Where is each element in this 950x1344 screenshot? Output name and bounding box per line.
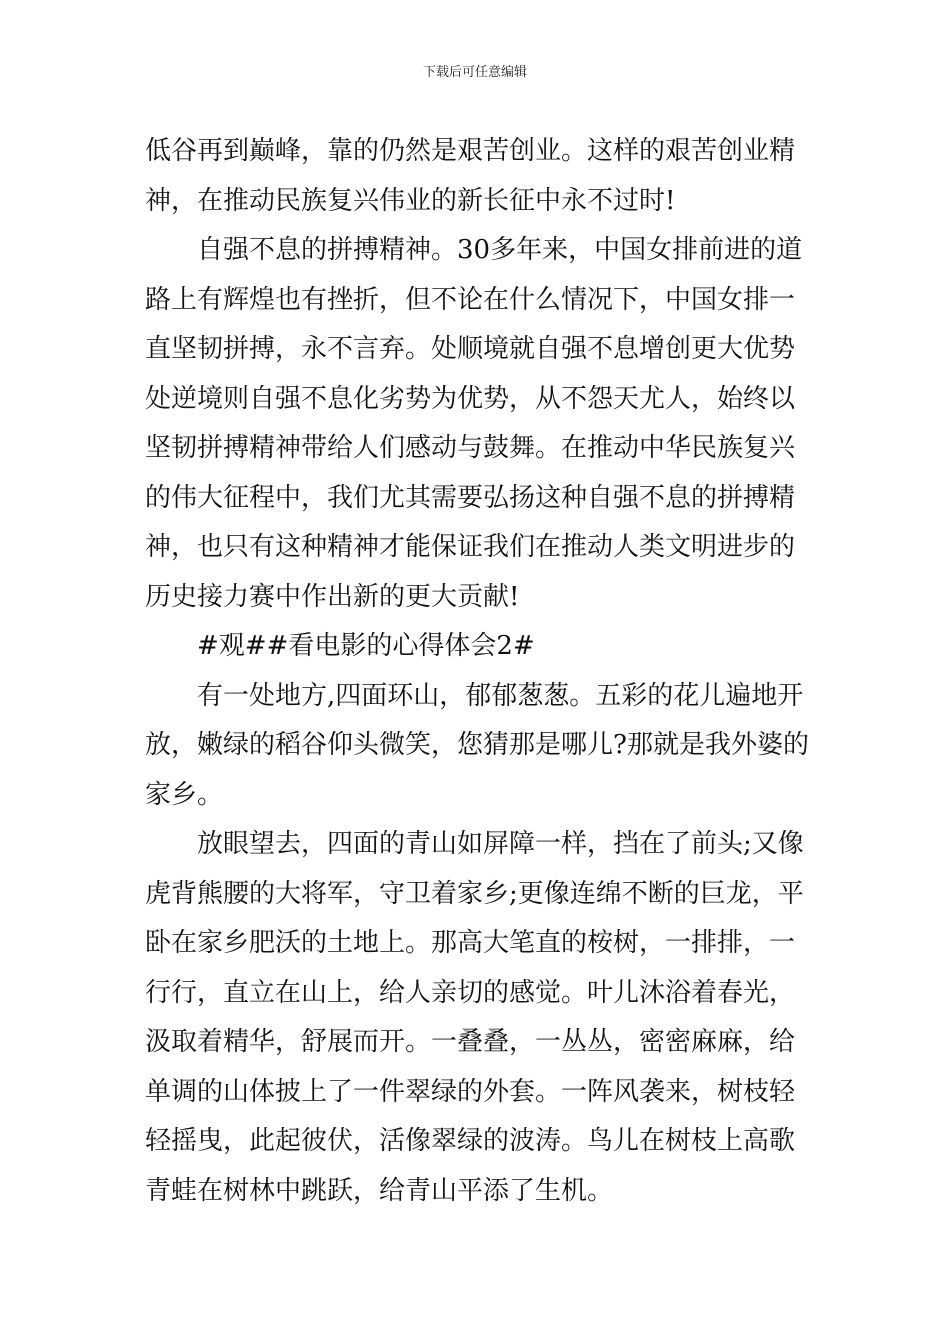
text-line: 坚韧拼搏精神带给人们感动与鼓舞。在推动中华民族复兴 [145,433,796,463]
paragraph-start-line: 自强不息的拼搏精神。30多年来，中国女排前进的道 [197,235,803,265]
text-line: 放，嫩绿的稻谷仰头微笑，您猜那是哪儿?那就是我外婆的 [145,730,809,760]
text-line: 低谷再到巅峰，靠的仍然是艰苦创业。这样的艰苦创业精 [145,136,796,166]
text-line: 神，在推动民族复兴伟业的新长征中永不过时! [145,185,676,216]
text-line: 卧在家乡肥沃的土地上。那高大笔直的桉树，一排排，一 [145,928,796,958]
paragraph-start-line: 放眼望去，四面的青山如屏障一样，挡在了前头;又像 [197,829,804,859]
text-line: 处逆境则自强不息化劣势为优势，从不怨天尤人，始终以 [145,383,796,414]
text-line: 青蛙在树林中跳跃，给青山平添了生机。 [145,1175,614,1206]
text-line: 历史接力赛中作出新的更大贡献! [145,581,520,612]
text-line: 神，也只有这种精神才能保证我们在推动人类文明进步的 [145,532,796,562]
paragraph-start-line: 有一处地方,四面环山，郁郁葱葱。五彩的花儿遍地开 [197,680,804,711]
text-line: 路上有辉煌也有挫折，但不论在什么情况下，中国女排一 [145,284,796,315]
text-line: 的伟大征程中，我们尤其需要弘扬这种自强不息的拼搏精 [145,482,796,513]
text-line: 行行，直立在山上，给人亲切的感觉。叶儿沐浴着春光， [145,977,796,1008]
text-line: 虎背熊腰的大将军，守卫着家乡;更像连绵不断的巨龙，平 [145,878,804,909]
text-line: 单调的山体披上了一件翠绿的外套。一阵风袭来，树枝轻 [145,1076,796,1107]
document-body [145,127,809,1216]
section-heading: #观##看电影的心得体会2# [197,631,535,661]
text-line: 轻摇曳，此起彼伏，活像翠绿的波涛。鸟儿在树枝上高歌 [145,1126,796,1156]
text-line: 汲取着精华，舒展而开。一叠叠，一丛丛，密密麻麻，给 [145,1027,796,1057]
page-header: 下载后可任意编辑 [422,65,527,80]
text-line: 家乡。 [145,779,224,810]
text-line: 直坚韧拼搏，永不言弃。处顺境就自强不息增创更大优势 [145,334,796,364]
